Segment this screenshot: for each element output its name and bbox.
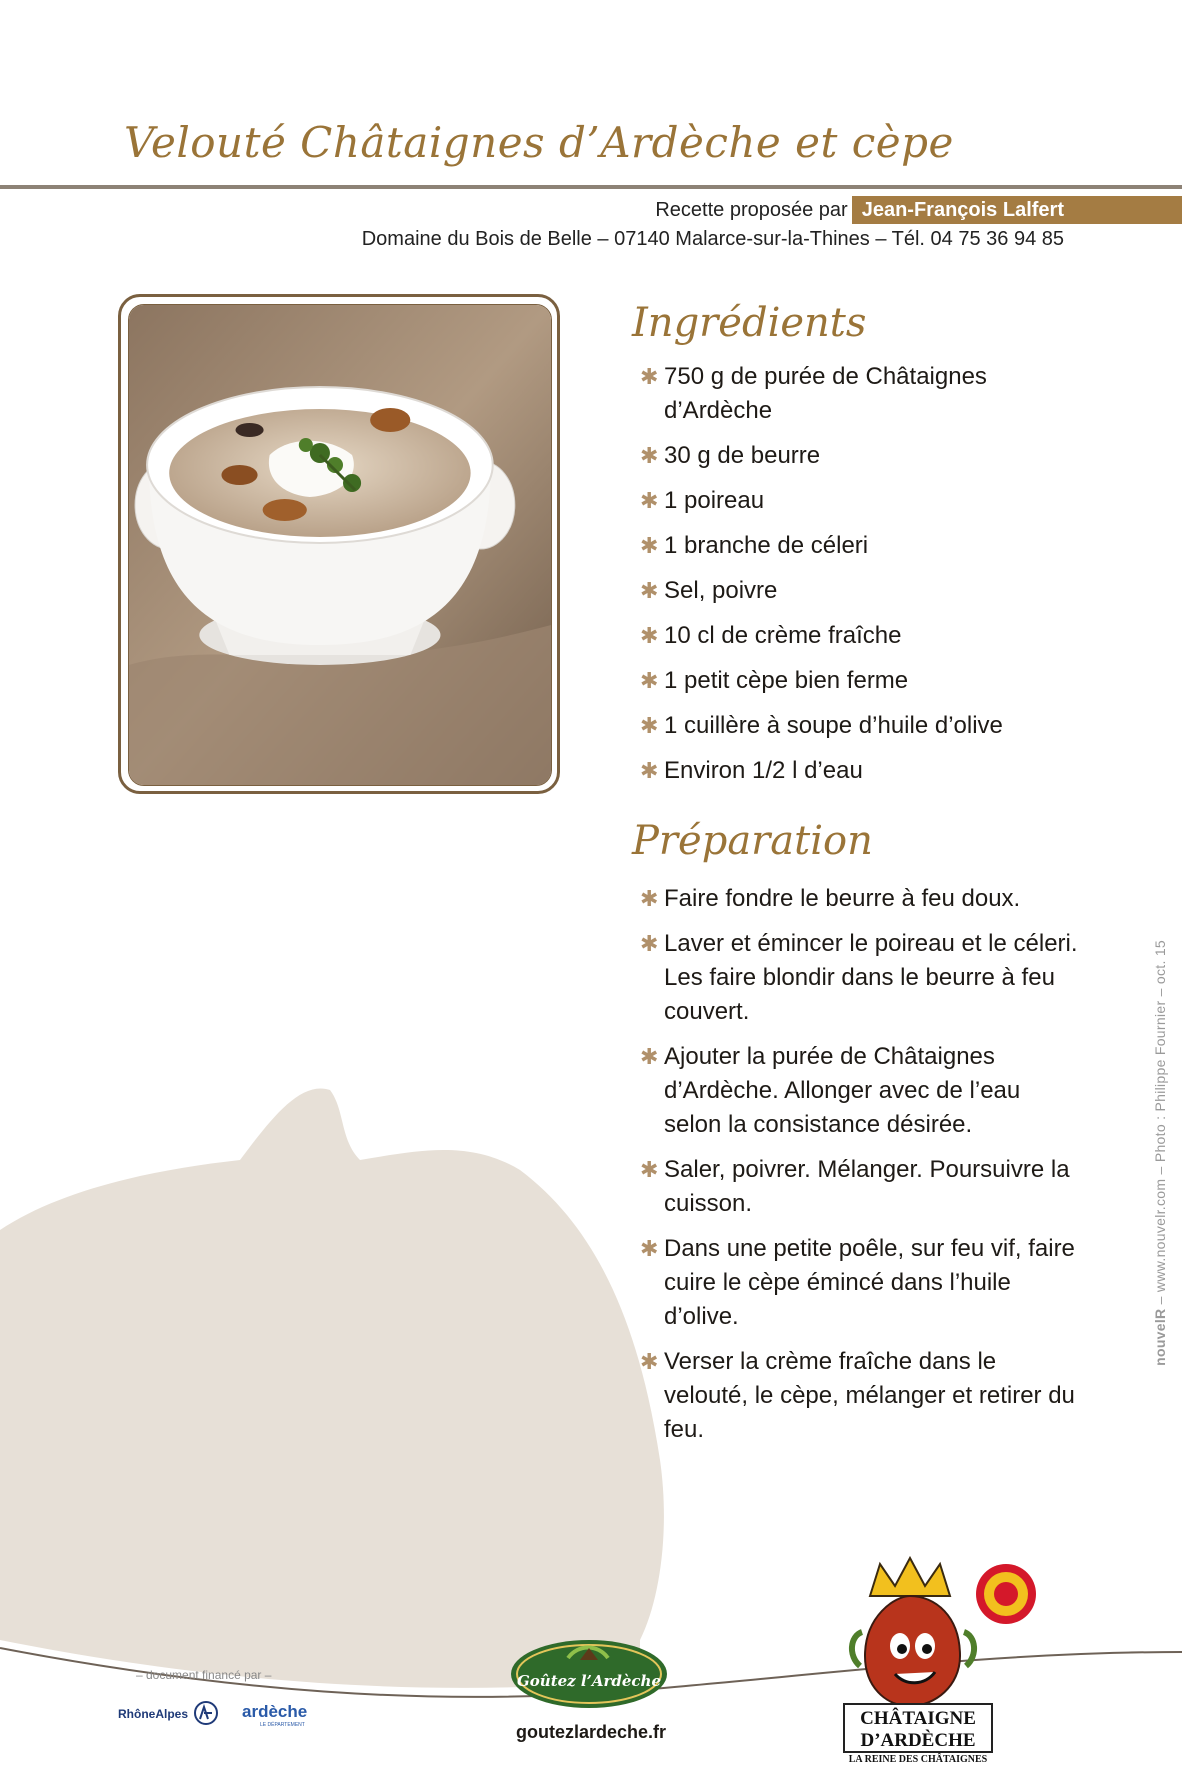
photo-credit [1152, 940, 1168, 1366]
chataigne-logo-line1: CHÂTAIGNE [860, 1708, 976, 1729]
preparation-step-text: Dans une petite poêle, sur feu vif, faire cuire le cèpe émincé dans l’huile d’olive. [664, 1235, 1075, 1330]
preparation-heading: Préparation [632, 818, 873, 864]
asterisk-bullet-icon: ✱ [640, 443, 659, 468]
preparation-step-text: Laver et émincer le poireau et le céleri. Les faire blondir dans le beurre à feu couvert. [664, 930, 1078, 1025]
asterisk-bullet-icon: ✱ [640, 1236, 659, 1261]
title-divider [0, 185, 1182, 189]
asterisk-bullet-icon: ✱ [640, 758, 659, 783]
preparation-step [640, 1345, 1080, 1447]
preparation-step [640, 882, 1080, 916]
chataigne-logo-line2: D’ARDÈCHE [860, 1730, 976, 1751]
asterisk-bullet-icon: ✱ [640, 713, 659, 738]
asterisk-bullet-icon: ✱ [640, 578, 659, 603]
asterisk-bullet-icon: ✱ [640, 488, 659, 513]
ingredient-item [640, 709, 1080, 743]
ingredient-item-text: 1 cuillère à soupe d’huile d’olive [664, 712, 1003, 739]
goutez-lardeche-logo [508, 1636, 670, 1712]
asterisk-bullet-icon: ✱ [640, 364, 659, 389]
ardeche-department-logo-subtext: LE DÉPARTEMENT [260, 1722, 305, 1728]
asterisk-bullet-icon: ✱ [640, 886, 659, 911]
ingredient-item-text: Environ 1/2 l d’eau [664, 757, 863, 784]
author-label: Recette proposée par [655, 198, 848, 221]
chataigne-ardeche-logo [840, 1556, 1040, 1766]
asterisk-bullet-icon: ✱ [640, 1157, 659, 1182]
preparation-step-text: Saler, poivrer. Mélanger. Poursuivre la cuisson. [664, 1156, 1070, 1217]
chataigne-logo-tagline: LA REINE DES CHÂTAIGNES [848, 1754, 988, 1765]
ardeche-department-logo [240, 1700, 330, 1730]
preparation-step-text: Ajouter la purée de Châtaignes d’Ardèche. Allonger avec de l’eau selon la consistance désirée. [664, 1043, 1021, 1138]
ingredient-item [640, 439, 1080, 473]
preparation-step [640, 1153, 1080, 1221]
funded-by-label: – document financé par – [136, 1668, 272, 1682]
goutez-lardeche-logo-text: Goûtez l’Ardèche [516, 1672, 662, 1690]
ingredient-item [640, 529, 1080, 563]
preparation-step [640, 927, 1080, 1029]
ingredient-item-text: 750 g de purée de Châtaignes d’Ardèche [664, 363, 987, 424]
soup-photo-frame [118, 294, 560, 794]
rhonealpes-logo-text: RhôneAlpes [118, 1707, 189, 1721]
credit-text: – www.nouvelr.com – Photo : Philippe Fournier – oct. 15 [1152, 940, 1168, 1309]
ingredient-item [640, 619, 1080, 653]
preparation-step-text: Verser la crème fraîche dans le velouté, le cèpe, mélanger et retirer du feu. [664, 1348, 1075, 1443]
asterisk-bullet-icon: ✱ [640, 533, 659, 558]
preparation-step [640, 1232, 1080, 1334]
asterisk-bullet-icon: ✱ [640, 668, 659, 693]
ardeche-department-logo-text: ardèche [242, 1702, 308, 1721]
author-name: Jean-François Lalfert [852, 196, 1182, 224]
rhonealpes-logo [118, 1698, 222, 1728]
ingredient-item-text: 1 branche de céleri [664, 532, 869, 559]
ingredient-item [640, 754, 1080, 788]
asterisk-bullet-icon: ✱ [640, 1044, 659, 1069]
ingredient-item-text: 30 g de beurre [664, 442, 821, 469]
ingredient-item [640, 664, 1080, 698]
preparation-step-text: Faire fondre le beurre à feu doux. [664, 885, 1021, 912]
asterisk-bullet-icon: ✱ [640, 1349, 659, 1374]
ingredient-item [640, 484, 1080, 518]
author-address: Domaine du Bois de Belle – 07140 Malarce-sur-la-Thines – Tél. 04 75 36 94 85 [361, 228, 1064, 250]
ingredient-item-text: 10 cl de crème fraîche [664, 622, 902, 649]
preparation-list [640, 882, 1080, 1458]
website-link[interactable]: goutezlardeche.fr [516, 1722, 667, 1742]
credit-brand: nouvelR [1152, 1308, 1168, 1366]
author-line [655, 196, 1182, 224]
preparation-step [640, 1040, 1080, 1142]
ingredient-item [640, 574, 1080, 608]
ingredient-item-text: 1 petit cèpe bien ferme [664, 667, 909, 694]
ingredients-list [640, 360, 1080, 799]
asterisk-bullet-icon: ✱ [640, 623, 659, 648]
ingredient-item [640, 360, 1080, 428]
ingredients-heading: Ingrédients [632, 300, 867, 346]
ingredient-item-text: Sel, poivre [664, 577, 778, 604]
asterisk-bullet-icon: ✱ [640, 931, 659, 956]
recipe-title: Velouté Châtaignes d’Ardèche et cèpe [124, 118, 954, 167]
soup-photo [128, 304, 552, 786]
ingredient-item-text: 1 poireau [664, 487, 765, 514]
